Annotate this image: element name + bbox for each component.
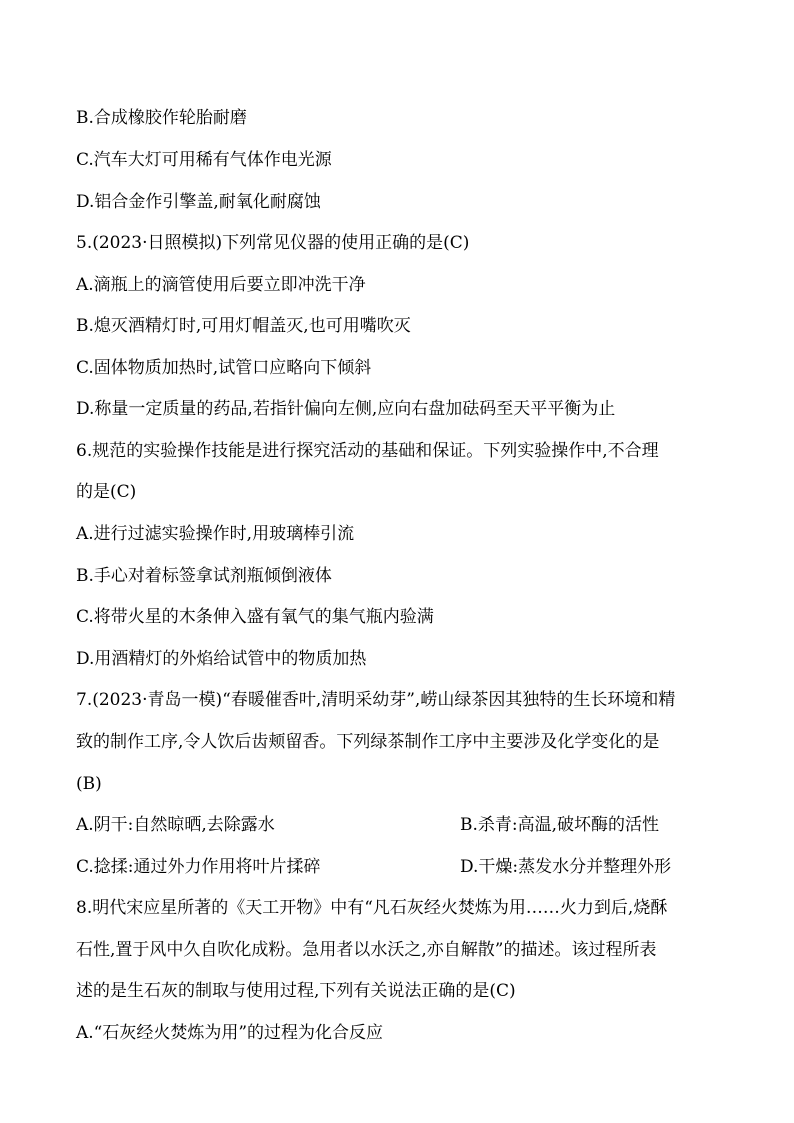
q7-answer: (B) [76,774,102,794]
q5-option-d: D.称量一定质量的药品,若指针偏向左侧,应向右盘加砝码至天平平衡为止 [76,399,616,419]
q4-option-b: B.合成橡胶作轮胎耐磨 [76,108,247,128]
q7-stem-line2: 致的制作工序,令人饮后齿颊留香。下列绿茶制作工序中主要涉及化学变化的是 [76,732,660,752]
q6-stem-line2: 的是(C) [76,482,137,502]
q6-option-b: B.手心对着标签拿试剂瓶倾倒液体 [76,566,332,586]
q7-option-d: D.干燥:蒸发水分并整理外形 [460,857,672,877]
q7-options-row2 [76,855,734,879]
q8-stem-line1: 8.明代宋应星所著的《天工开物》中有“凡石灰经火焚炼为用……火力到后,烧酥 [76,898,668,918]
q7-option-b: B.杀青:高温,破坏酶的活性 [460,815,660,835]
q5-stem: 5.(2023·日照模拟)下列常见仪器的使用正确的是(C) [76,233,470,253]
q8-stem-line2: 石性,置于风中久自吹化成粉。急用者以水沃之,亦自解散”的描述。该过程所表 [76,940,657,960]
q5-option-b: B.熄灭酒精灯时,可用灯帽盖灭,也可用嘴吹灭 [76,316,411,336]
q7-option-c: C.捻揉:通过外力作用将叶片揉碎 [76,857,321,877]
q6-option-a: A.进行过滤实验操作时,用玻璃棒引流 [76,524,355,544]
q6-stem-line1: 6.规范的实验操作技能是进行探究活动的基础和保证。下列实验操作中,不合理 [76,441,659,461]
q7-options-row1 [76,813,734,837]
q5-option-a: A.滴瓶上的滴管使用后要立即冲洗干净 [76,275,366,295]
q8-option-a: A.“石灰经火焚炼为用”的过程为化合反应 [76,1023,384,1043]
q7-option-a: A.阴干:自然晾晒,去除露水 [76,815,275,835]
q5-option-c: C.固体物质加热时,试管口应略向下倾斜 [76,358,372,378]
q7-stem-line1: 7.(2023·青岛一模)“春暖催香叶,清明采幼芽”,崂山绿茶因其独特的生长环境和精 [76,690,676,710]
q4-option-c: C.汽车大灯可用稀有气体作电光源 [76,150,332,170]
q4-option-d: D.铝合金作引擎盖,耐氧化耐腐蚀 [76,192,321,212]
q6-option-d: D.用酒精灯的外焰给试管中的物质加热 [76,649,367,669]
q6-option-c: C.将带火星的木条伸入盛有氧气的集气瓶内验满 [76,607,434,627]
q8-stem-line3: 述的是生石灰的制取与使用过程,下列有关说法正确的是(C) [76,981,516,1001]
